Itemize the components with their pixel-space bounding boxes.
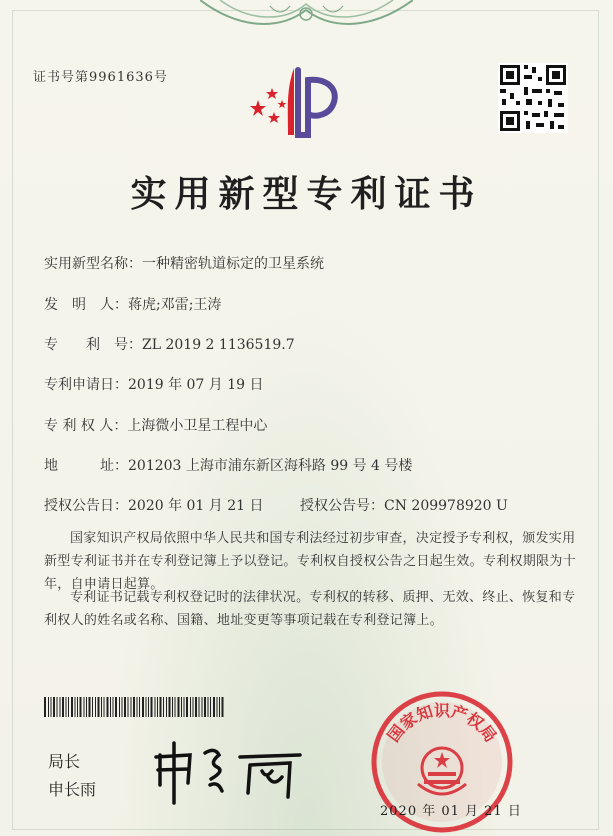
barcode-bar (148, 697, 149, 717)
barcode-bar (48, 697, 49, 717)
grant-date-label: 授权公告日： (44, 498, 128, 514)
barcode-bar (222, 697, 224, 717)
filing-date-label: 专利申请日： (44, 377, 128, 393)
patentee-value: 上海微小卫星工程中心 (127, 418, 268, 434)
barcode-bar (139, 697, 140, 717)
barcode-bar (178, 697, 180, 717)
barcode-bar (202, 697, 203, 717)
utility-model-name-label: 实用新型名称： (44, 256, 142, 272)
barcode-bar (107, 697, 109, 717)
barcode-bar (98, 697, 100, 717)
barcode-bar (155, 697, 156, 717)
barcode-bar (75, 697, 76, 717)
top-ornament (200, 0, 413, 32)
barcode-bar (190, 697, 191, 717)
barcode-bar (213, 697, 215, 717)
barcode-bar (137, 697, 138, 717)
barcode-bar (115, 697, 117, 717)
filing-date-row (44, 374, 264, 394)
barcode-bar (104, 697, 105, 717)
grant-number-label: 授权公告号： (300, 498, 384, 514)
utility-model-name-value: 一种精密轨道标定的卫星系统 (142, 256, 324, 272)
barcode-bar (131, 697, 132, 717)
qr-code (498, 63, 568, 133)
cnipa-logo (246, 60, 358, 140)
director-name: 申长雨 (48, 780, 97, 799)
barcode-bar (160, 697, 162, 717)
barcode-bar (68, 697, 69, 717)
address-row (44, 455, 412, 475)
barcode (44, 697, 224, 717)
barcode-bar (80, 697, 82, 717)
barcode-bar (210, 697, 211, 717)
grant-date-row (44, 495, 264, 515)
barcode-bar (193, 697, 194, 717)
barcode-bar (95, 697, 96, 717)
director-signature (150, 735, 310, 805)
barcode-bar (77, 697, 78, 717)
barcode-bar (142, 697, 144, 717)
barcode-bar (60, 697, 61, 717)
barcode-bar (208, 697, 209, 717)
inventor-label: 发 明 人： (44, 297, 128, 313)
barcode-bar (175, 697, 176, 717)
barcode-bar (166, 697, 167, 717)
barcode-bar (66, 697, 67, 717)
barcode-bar (181, 697, 182, 717)
barcode-bar (128, 697, 129, 717)
grant-date-value: 2020 年 01 月 21 日 (128, 498, 264, 514)
barcode-bar (113, 697, 114, 717)
barcode-bar (151, 697, 153, 717)
barcode-bar (163, 697, 164, 717)
barcode-bar (186, 697, 188, 717)
certificate-number: 证书号第9961636号 (33, 70, 168, 85)
barcode-bar (57, 697, 58, 717)
patent-number-value: ZL 2019 2 1136519.7 (142, 337, 295, 353)
barcode-bar (219, 697, 220, 717)
barcode-bar (122, 697, 123, 717)
seal-text: 国家知识产权局 (383, 701, 501, 746)
filing-date-value: 2019 年 07 月 19 日 (128, 377, 264, 393)
patent-number-row (44, 334, 295, 354)
barcode-bar (172, 697, 173, 717)
barcode-bar (133, 697, 135, 717)
legal-status-paragraph: 专利证书记载专利权登记时的法律状况。专利权的转移、质押、无效、终止、恢复和专利权人的姓名或名称、国籍、地址变更等事项记载在专利登记簿上。 (44, 590, 576, 628)
address-label: 地 址： (44, 458, 128, 474)
inventor-value: 蒋虎;邓雷;王涛 (128, 297, 222, 313)
barcode-bar (101, 697, 102, 717)
barcode-bar (62, 697, 64, 717)
barcode-bar (86, 697, 87, 717)
seal-date: 2020 年 01 月 21 日 (380, 804, 522, 819)
barcode-bar (110, 697, 111, 717)
patentee-label: 专 利 权 人： (44, 418, 128, 434)
barcode-bar (157, 697, 158, 717)
barcode-bar (71, 697, 73, 717)
barcode-bar (53, 697, 55, 717)
grant-number-row (300, 495, 508, 515)
barcode-bar (84, 697, 85, 717)
director-title: 局长 (48, 752, 81, 771)
inventor-row (44, 294, 221, 314)
barcode-bar (51, 697, 52, 717)
barcode-bar (199, 697, 200, 717)
barcode-bar (204, 697, 206, 717)
patentee-row (44, 415, 267, 435)
barcode-bar (89, 697, 91, 717)
barcode-bar (169, 697, 171, 717)
barcode-bar (146, 697, 147, 717)
barcode-bar (44, 697, 46, 717)
barcode-bar (217, 697, 218, 717)
barcode-bar (195, 697, 197, 717)
barcode-bar (119, 697, 120, 717)
barcode-bar (124, 697, 126, 717)
address-value: 201203 上海市浦东新区海科路 99 号 4 号楼 (128, 458, 413, 474)
patent-number-label: 专 利 号： (44, 337, 142, 353)
certificate-title: 实用新型专利证书 (130, 173, 483, 215)
utility-model-name-row (44, 253, 324, 273)
grant-statement-paragraph: 国家知识产权局依照中华人民共和国专利法经过初步审查，决定授予专利权，颁发实用新型专利证书并在专利登记簿上予以登记。专利权自授权公告之日起生效。专利权期限为十年，自申请日起算。 (44, 531, 577, 592)
grant-number-value: CN 209978920 U (384, 498, 508, 514)
barcode-bar (184, 697, 185, 717)
barcode-bar (92, 697, 93, 717)
